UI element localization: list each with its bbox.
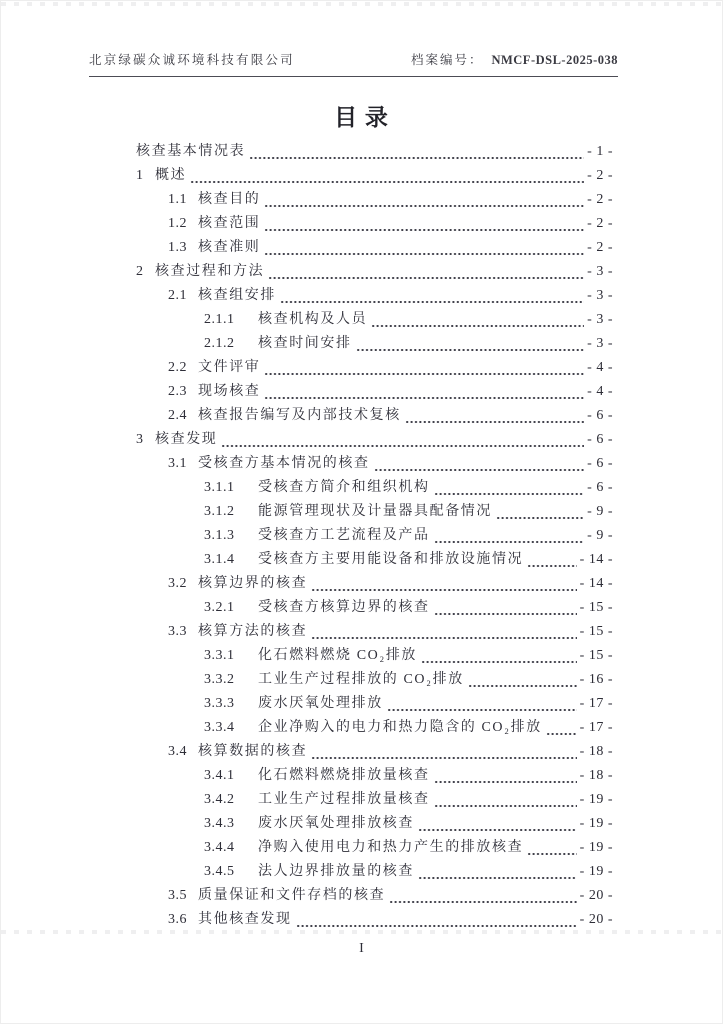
toc-entry-number: 3.6 — [168, 912, 187, 927]
toc-entry-number: 3.4.3 — [204, 816, 235, 831]
toc-entry-page: - 18 - — [579, 744, 613, 759]
toc-entry-number: 2.2 — [168, 360, 187, 375]
toc-entry-number: 3.4.4 — [204, 840, 235, 855]
toc-entry-number: 3.1.1 — [204, 480, 235, 495]
toc-entry-page: - 3 - — [587, 288, 613, 303]
toc-entry-page: - 17 - — [579, 720, 613, 735]
toc-entry-page: - 2 - — [587, 240, 613, 255]
toc-entry-page: - 6 - — [587, 432, 613, 447]
toc-entry-number: 3.2 — [168, 576, 187, 591]
toc-entry-number: 2.3 — [168, 384, 187, 399]
toc-entry-number: 3.4.5 — [204, 864, 235, 879]
toc-leader-dots — [190, 164, 584, 188]
toc-entry-page: - 18 - — [579, 768, 613, 783]
toc-leader-dots — [221, 428, 584, 452]
toc-leader-dots — [264, 236, 584, 260]
toc-entry — [136, 668, 613, 692]
toc-entry-number: 2 — [136, 264, 144, 279]
toc-leader-dots — [496, 500, 584, 524]
toc-leader-dots — [389, 884, 576, 908]
toc-entry — [136, 908, 613, 932]
archive-number-label: 档案编号： — [410, 53, 484, 67]
toc-entry-page: - 2 - — [587, 216, 613, 231]
toc-entry-page: - 14 - — [579, 576, 613, 591]
toc-leader-dots — [434, 524, 585, 548]
toc-entry-page: - 15 - — [579, 648, 613, 663]
toc-entry-label: 核查发现 — [155, 432, 218, 447]
toc-entry-label: 法人边界排放量的核查 — [258, 864, 414, 879]
toc-leader-dots — [264, 188, 584, 212]
toc-leader-dots — [434, 788, 577, 812]
toc-entry-label: 概述 — [155, 168, 187, 183]
page-title: 目 录 — [334, 105, 389, 130]
toc-entry-page: - 6 - — [587, 456, 613, 471]
toc-leader-dots — [468, 668, 577, 692]
toc-entry — [136, 164, 613, 188]
toc-entry-label: 受核查方工艺流程及产品 — [258, 528, 430, 543]
toc-leader-dots — [527, 548, 576, 572]
toc-entry-label: 核查过程和方法 — [155, 264, 265, 279]
toc-entry-page: - 4 - — [587, 360, 613, 375]
toc-leader-dots — [418, 812, 577, 836]
toc-entry-page: - 20 - — [579, 888, 613, 903]
toc-entry — [136, 620, 613, 644]
toc-entry-label: 能源管理现状及计量器具配备情况 — [258, 504, 492, 519]
toc-entry-page: - 20 - — [579, 912, 613, 927]
toc-entry-label: 文件评审 — [198, 360, 261, 375]
toc-entry-label: 废水厌氧处理排放核查 — [258, 816, 414, 831]
page-footer-number: I — [359, 941, 364, 956]
toc-entry-label: 受核查方基本情况的核查 — [198, 456, 370, 471]
toc-entry — [136, 524, 613, 548]
toc-leader-dots — [421, 644, 577, 668]
toc-leader-dots — [311, 740, 576, 764]
toc-entry-page: - 19 - — [579, 816, 613, 831]
toc-entry-number: 3.4.2 — [204, 792, 235, 807]
toc-entry — [136, 788, 613, 812]
toc-entry-label: 废水厌氧处理排放 — [258, 696, 383, 711]
toc-entry-number: 3.3.2 — [204, 672, 235, 687]
toc-entry-label: 企业净购入的电力和热力隐含的 CO₂排放 — [258, 720, 542, 735]
toc-entry-number: 1.3 — [168, 240, 187, 255]
toc-entry-label: 核查准则 — [198, 240, 261, 255]
toc-entry-label: 化石燃料燃烧排放量核查 — [258, 768, 430, 783]
toc-entry-number: 3.4 — [168, 744, 187, 759]
table-of-contents — [136, 140, 613, 932]
archive-number-value: NMCF-DSL-2025-038 — [491, 53, 618, 67]
toc-entry-label: 核查时间安排 — [258, 336, 352, 351]
toc-entry — [136, 476, 613, 500]
header-archive-number — [411, 50, 618, 68]
toc-entry — [136, 260, 613, 284]
toc-entry-label: 核查目的 — [198, 192, 261, 207]
toc-entry — [136, 548, 613, 572]
toc-entry-number: 3.1.2 — [204, 504, 235, 519]
page-header — [89, 50, 618, 77]
toc-entry-number: 3.1.3 — [204, 528, 235, 543]
toc-leader-dots — [264, 380, 584, 404]
toc-leader-dots — [311, 620, 576, 644]
toc-entry-label: 净购入使用电力和热力产生的排放核查 — [258, 840, 524, 855]
toc-entry-label: 受核查方简介和组织机构 — [258, 480, 430, 495]
toc-entry-page: - 4 - — [587, 384, 613, 399]
toc-entry-number: 3.1.4 — [204, 552, 235, 567]
toc-entry-number: 3.3 — [168, 624, 187, 639]
toc-entry-page: - 6 - — [587, 408, 613, 423]
toc-leader-dots — [249, 140, 584, 164]
toc-entry-label: 核查组安排 — [198, 288, 276, 303]
toc-leader-dots — [356, 332, 585, 356]
toc-entry — [136, 428, 613, 452]
toc-entry — [136, 740, 613, 764]
toc-entry-number: 2.1.2 — [204, 336, 235, 351]
toc-entry-label: 其他核查发现 — [198, 912, 292, 927]
toc-entry-label: 现场核查 — [198, 384, 261, 399]
toc-leader-dots — [434, 596, 577, 620]
toc-entry-page: - 2 - — [587, 168, 613, 183]
toc-entry-label: 工业生产过程排放的 CO₂排放 — [258, 672, 464, 687]
toc-entry-label: 受核查方核算边界的核查 — [258, 600, 430, 615]
toc-entry-number: 3.4.1 — [204, 768, 235, 783]
toc-entry-label: 受核查方主要用能设备和排放设施情况 — [258, 552, 524, 567]
toc-entry — [136, 764, 613, 788]
toc-entry — [136, 308, 613, 332]
toc-entry-page: - 19 - — [579, 840, 613, 855]
toc-entry-number: 1.1 — [168, 192, 187, 207]
toc-entry-page: - 9 - — [587, 504, 613, 519]
toc-entry — [136, 452, 613, 476]
toc-entry-label: 核查报告编写及内部技术复核 — [198, 408, 401, 423]
toc-entry — [136, 836, 613, 860]
toc-entry-number: 3 — [136, 432, 144, 447]
toc-entry — [136, 644, 613, 668]
toc-entry-page: - 1 - — [587, 144, 613, 159]
toc-entry-number: 3.3.4 — [204, 720, 235, 735]
toc-entry-page: - 15 - — [579, 624, 613, 639]
toc-entry — [136, 380, 613, 404]
toc-entry-label: 核算边界的核查 — [198, 576, 308, 591]
toc-leader-dots — [418, 860, 577, 884]
toc-entry-number: 1 — [136, 168, 144, 183]
toc-entry-page: - 19 - — [579, 792, 613, 807]
toc-leader-dots — [296, 908, 577, 932]
toc-entry — [136, 500, 613, 524]
toc-leader-dots — [434, 476, 585, 500]
toc-entry-label: 核查基本情况表 — [136, 144, 246, 159]
toc-entry — [136, 692, 613, 716]
toc-entry-number: 2.1.1 — [204, 312, 235, 327]
toc-entry-label: 化石燃料燃烧 CO₂排放 — [258, 648, 418, 663]
toc-entry-page: - 19 - — [579, 864, 613, 879]
toc-leader-dots — [268, 260, 584, 284]
toc-leader-dots — [374, 452, 585, 476]
header-company-name: 北京绿碳众诚环境科技有限公司 — [89, 53, 295, 67]
toc-entry-page: - 9 - — [587, 528, 613, 543]
toc-leader-dots — [527, 836, 576, 860]
toc-entry-number: 3.1 — [168, 456, 187, 471]
toc-entry — [136, 404, 613, 428]
toc-leader-dots — [405, 404, 584, 428]
toc-leader-dots — [371, 308, 584, 332]
toc-entry-number: 3.2.1 — [204, 600, 235, 615]
toc-entry-number: 2.1 — [168, 288, 187, 303]
toc-leader-dots — [434, 764, 577, 788]
toc-entry-number: 3.5 — [168, 888, 187, 903]
toc-entry-label: 核算数据的核查 — [198, 744, 308, 759]
toc-entry-page: - 3 - — [587, 312, 613, 327]
toc-entry — [136, 140, 613, 164]
toc-entry — [136, 716, 613, 740]
toc-entry — [136, 812, 613, 836]
toc-entry-page: - 2 - — [587, 192, 613, 207]
toc-entry-page: - 3 - — [587, 264, 613, 279]
toc-leader-dots — [387, 692, 577, 716]
toc-entry-label: 核查机构及人员 — [258, 312, 368, 327]
toc-entry-number: 3.3.1 — [204, 648, 235, 663]
toc-leader-dots — [264, 356, 584, 380]
toc-leader-dots — [264, 212, 584, 236]
toc-entry-number: 1.2 — [168, 216, 187, 231]
toc-entry-label: 质量保证和文件存档的核查 — [198, 888, 386, 903]
toc-entry-number: 3.3.3 — [204, 696, 235, 711]
toc-entry-page: - 6 - — [587, 480, 613, 495]
toc-entry-label: 核查范围 — [198, 216, 261, 231]
toc-entry — [136, 860, 613, 884]
toc-leader-dots — [546, 716, 577, 740]
toc-leader-dots — [280, 284, 584, 308]
toc-entry — [136, 332, 613, 356]
toc-entry-page: - 17 - — [579, 696, 613, 711]
toc-entry-label: 核算方法的核查 — [198, 624, 308, 639]
toc-entry — [136, 884, 613, 908]
toc-entry — [136, 596, 613, 620]
toc-entry-page: - 3 - — [587, 336, 613, 351]
toc-entry-number: 2.4 — [168, 408, 187, 423]
toc-leader-dots — [311, 572, 576, 596]
toc-entry-label: 工业生产过程排放量核查 — [258, 792, 430, 807]
toc-entry — [136, 284, 613, 308]
toc-entry — [136, 572, 613, 596]
toc-entry-page: - 14 - — [579, 552, 613, 567]
toc-entry — [136, 188, 613, 212]
toc-entry-page: - 15 - — [579, 600, 613, 615]
toc-entry — [136, 212, 613, 236]
scan-artifact-top — [1, 2, 722, 6]
toc-entry — [136, 236, 613, 260]
toc-entry-page: - 16 - — [579, 672, 613, 687]
toc-entry — [136, 356, 613, 380]
